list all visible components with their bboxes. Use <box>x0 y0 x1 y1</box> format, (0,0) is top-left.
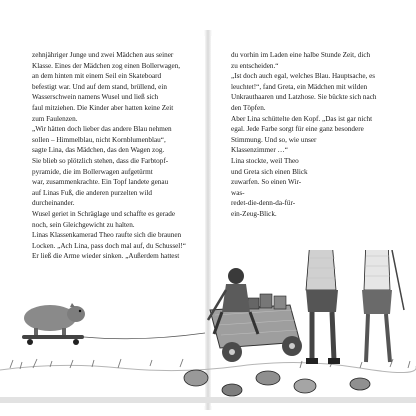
text-line: Stimmung. Und so, wie unser <box>231 135 317 144</box>
text-line: sollen – Himmelblau, nicht Kornblumenblau“, <box>32 135 166 144</box>
text-line: Unkrauthaaren und Latzhose. Sie bückte sich nach <box>231 93 377 102</box>
text-line: Klassenzimmer …“ <box>231 146 288 155</box>
text-line: befestigt war. Und auf dem stand, brüllend, ein <box>32 82 167 91</box>
text-line: Locken. „Ach Lina, pass doch mal auf, du Schussel!“ <box>32 241 186 250</box>
text-line: leuchtet!“, fand Greta, ein Mädchen mit wilden <box>231 82 368 91</box>
text-line: Er ließ die Arme wieder sinken. „Außerdem hattest <box>32 252 180 261</box>
girl-greta <box>362 250 404 362</box>
text-line: Wusel geriet in Schräglage und schaffte es gerade <box>32 209 176 218</box>
text-line: an dem hinten mit einem Seil ein Skateboard <box>32 72 162 81</box>
text-line: Klasse. Eines der Mädchen zog einen Bollerwagen, <box>32 61 181 70</box>
text-line: „Wir hätten doch lieber das andere Blau nehmen <box>32 125 172 134</box>
text-line: zu entscheiden.“ <box>231 61 279 70</box>
text-line: faul mitziehen. Die Kinder aber hatten keine Zeit <box>32 103 174 112</box>
text-line: Lina stockte, weil Theo <box>231 156 299 165</box>
text-line: ein-Zeug-Blick. <box>231 209 277 218</box>
text-line: zuwarfen. So einen Wir- <box>231 178 302 187</box>
capybara-on-skateboard <box>22 303 205 345</box>
text-line: und Greta sich einen Blick <box>231 167 308 176</box>
text-line: „Ist doch auch egal, welches Blau. Hauptsache, es <box>231 72 376 81</box>
text-line: auf Linas Fuß, die anderen purzelten wild <box>32 188 152 197</box>
text-line: egal. Jede Farbe sorgt für eine ganz besondere <box>231 125 364 134</box>
text-line: zum Faulenzen. <box>32 114 78 123</box>
text-line: zehnjähriger Junge und zwei Mädchen aus seiner <box>32 51 174 59</box>
text-line: Aber Lina schüttelte den Kopf. „Das ist gar nicht <box>231 114 373 123</box>
text-line: war, zusammenkrachte. Ein Topf landete genau <box>32 178 169 187</box>
text-line: noch, sein Gleichgewicht zu halten. <box>32 220 135 229</box>
text-line: sagte Lina, das Mädchen, das den Wagen zog. <box>32 146 165 155</box>
text-line: du vorhin im Laden eine halbe Stunde Zeit, dich <box>231 51 371 59</box>
left-page-text <box>32 50 204 262</box>
text-line: Sie blieb so plötzlich stehen, dass die Farbtopf- <box>32 156 169 165</box>
text-line: redet-die-denn-da-für- <box>231 199 296 208</box>
boy-theo <box>306 250 340 364</box>
text-line: Wasserschwein namens Wusel und ließ sich <box>32 93 159 102</box>
text-line: den Töpfen. <box>231 103 266 112</box>
text-line: was- <box>231 188 245 197</box>
text-line: pyramide, die im Bollerwagen aufgetürmt <box>32 167 153 176</box>
text-line: Linas Klassenkamerad Theo raufte sich die braunen <box>32 231 182 240</box>
illustration <box>0 250 416 416</box>
fallen-paint-pots <box>184 370 370 396</box>
right-page-text <box>231 50 381 220</box>
text-line: durcheinander. <box>32 199 75 208</box>
